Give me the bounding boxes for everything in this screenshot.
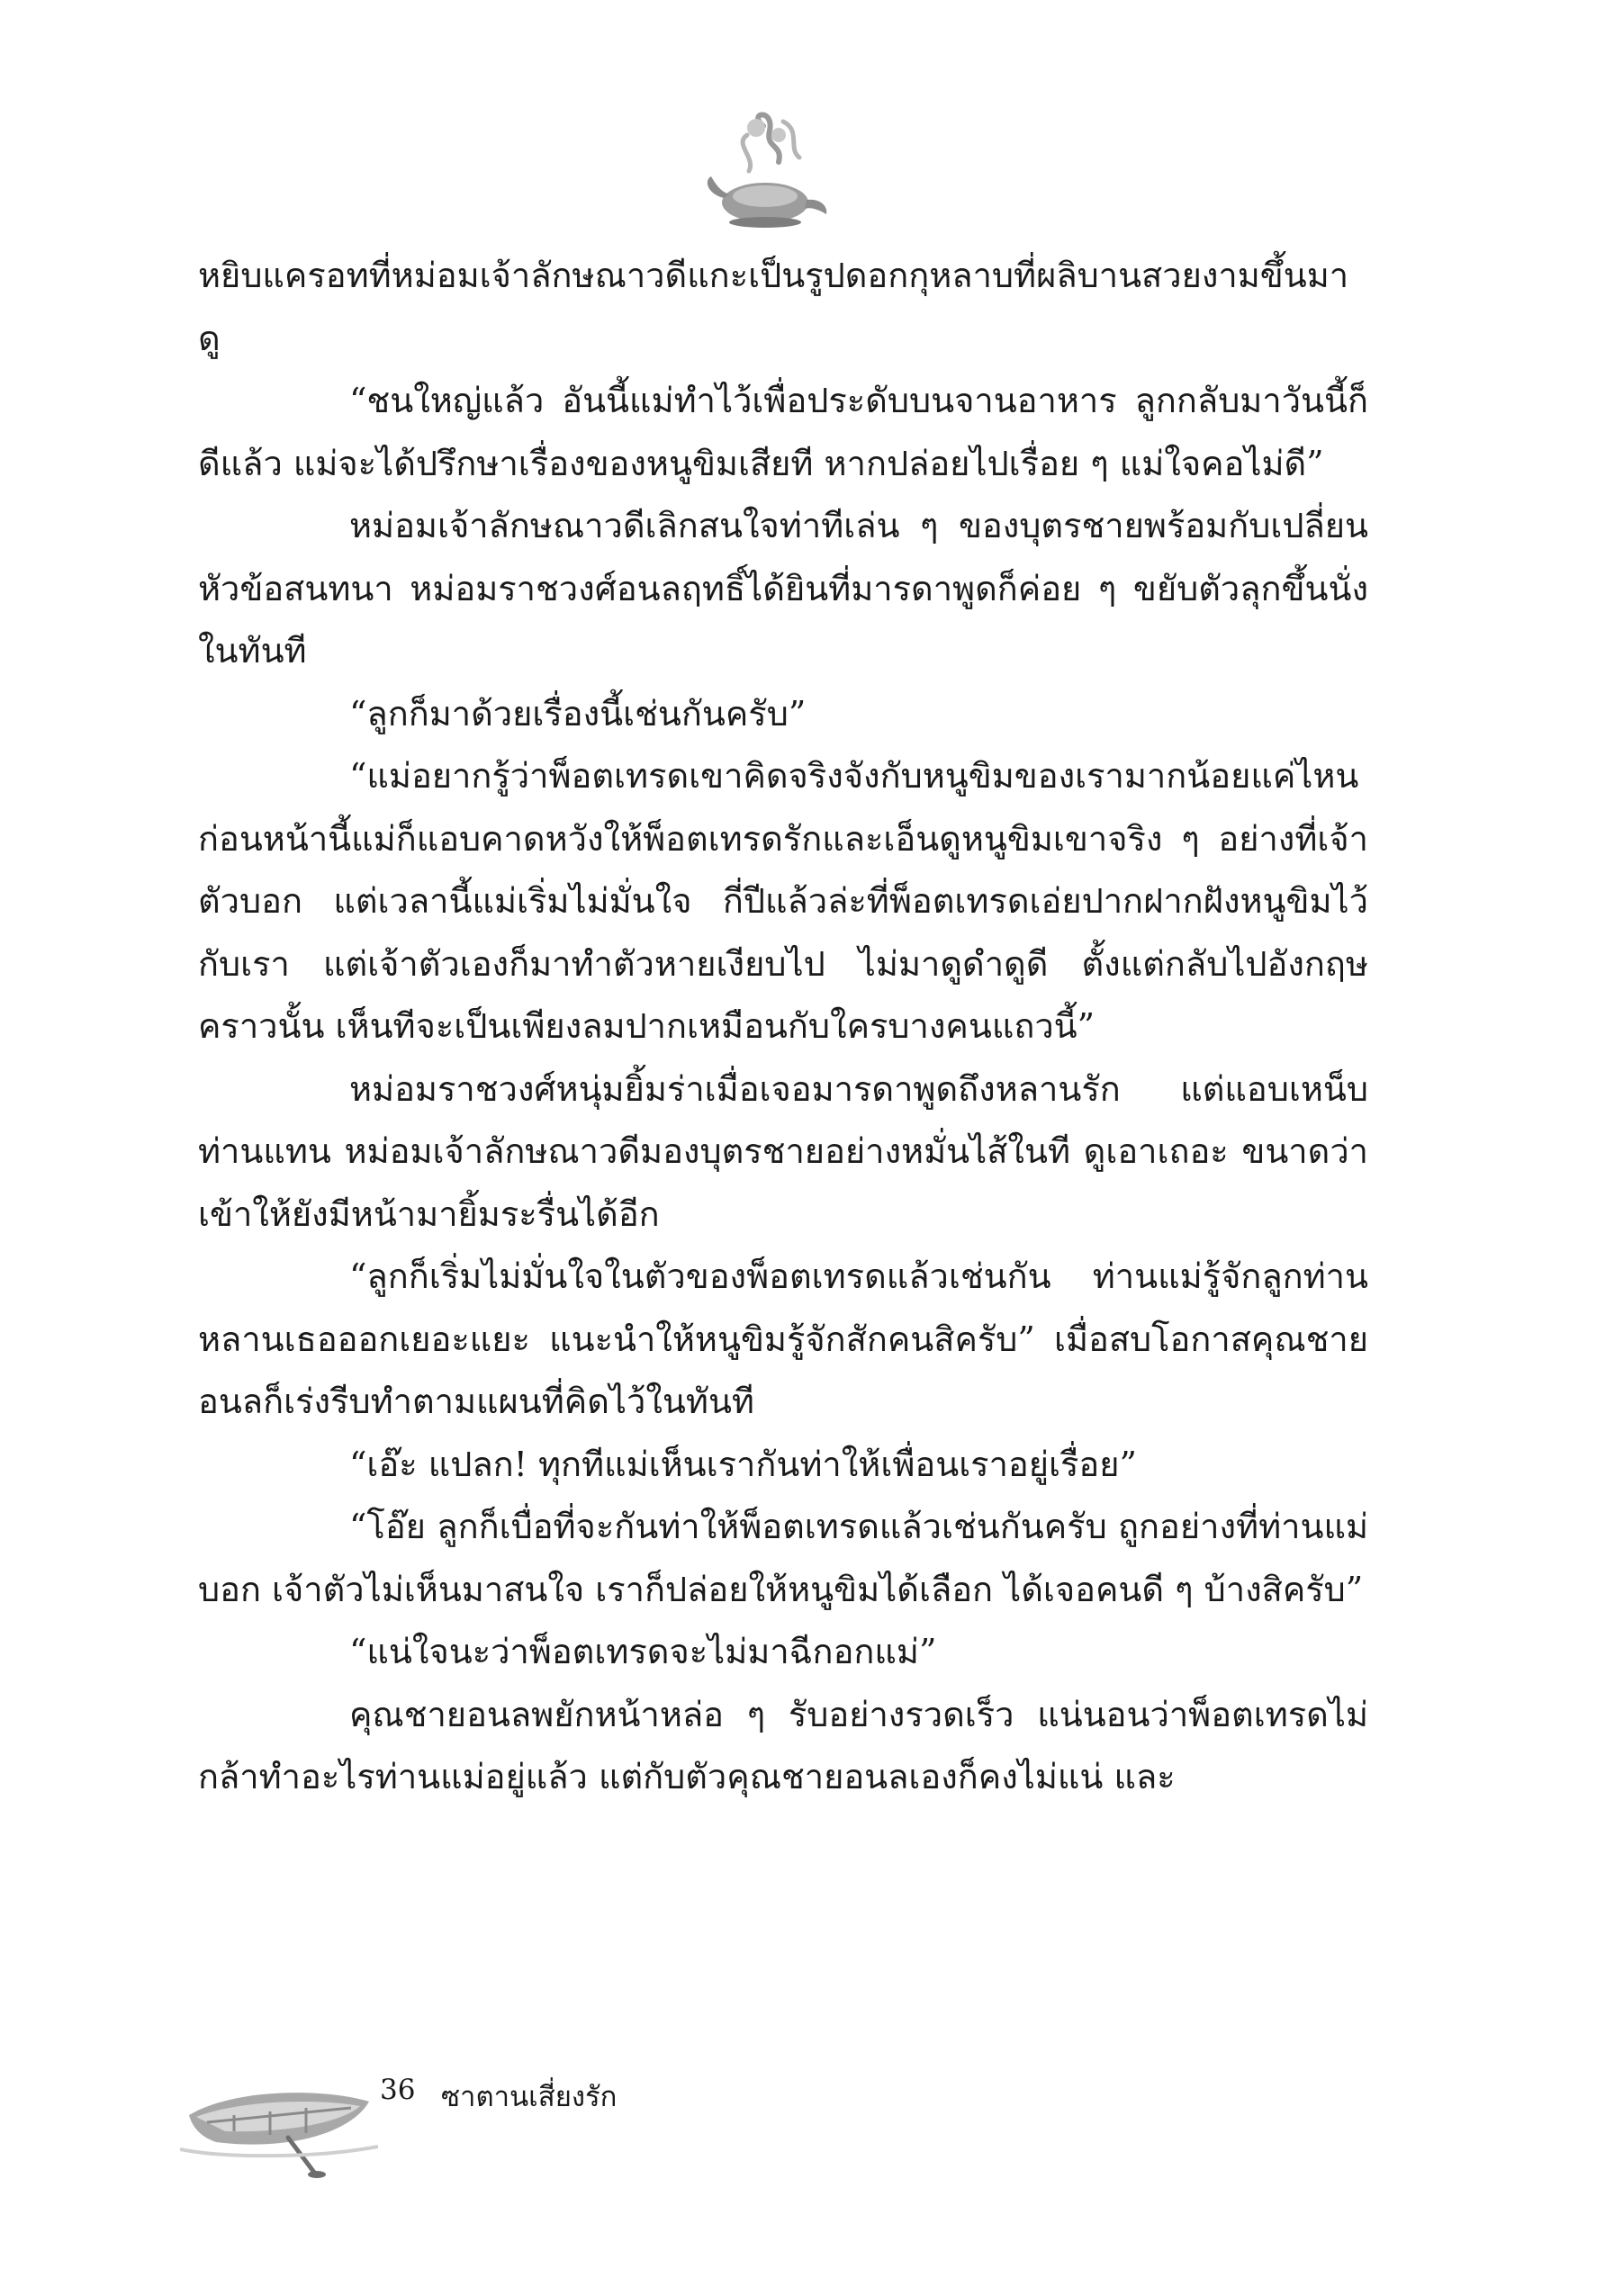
book-title: ซาตานเสี่ยงรัก xyxy=(441,2081,618,2113)
paragraph: “ลูกก็มาด้วยเรื่องนี้เช่นกันครับ” xyxy=(349,693,807,734)
paragraph: “ลูกก็เริ่มไม่มั่นใจในตัวของพ็อตเทรดแล้วเช่นกัน ท่านแม่รู้จักลูกท่านหลานเธอออกเยอะแยะ แนะนำให้หนูขิมรู้จักสักคนสิครับ” เมื่อสบโอกาสคุณชายอนลก็เร่งรีบทำตามแผนที่คิดไว้ในทันที xyxy=(198,1256,1368,1421)
body-text xyxy=(198,245,1368,1809)
paragraph: “โอ๊ย ลูกก็เบื่อที่จะกันท่าให้พ็อตเทรดแล้วเช่นกันครับ ถูกอย่างที่ท่านแม่บอก เจ้าตัวไม่เห็นมาสนใจ เราก็ปล่อยให้หนูขิมได้เลือก ได้เจอคนดี ๆ บ้างสิครับ” xyxy=(198,1507,1368,1609)
paragraph: “แม่อยากรู้ว่าพ็อตเทรดเขาคิดจริงจังกับหนูขิมของเรามากน้อยแค่ไหน ก่อนหน้านี้แม่ก็แอบคาดหวังให้พ็อตเทรดรักและเอ็นดูหนูขิมเขาจริง ๆ อย่างที่เจ้าตัวบอก แต่เวลานี้แม่เริ่มไม่มั่นใจ กี่ปีแล้วล่ะที่พ็อตเทรดเอ่ยปากฝากฝังหนูขิมไว้กับเรา แต่เจ้าตัวเองก็มาทำตัวหายเงียบไป ไม่มาดูดำดูดี ตั้งแต่กลับไปอังกฤษคราวนั้น เห็นทีจะเป็นเพียงลมปากเหมือนกับใครบางคนแถวนี้” xyxy=(198,756,1368,1046)
rowboat-icon xyxy=(180,2052,378,2178)
paragraph: “ชนใหญ่แล้ว อันนี้แม่ทำไว้เพื่อประดับบนจานอาหาร ลูกกลับมาวันนี้ก็ดีแล้ว แม่จะได้ปรึกษาเรื่องของหนูขิมเสียที หากปล่อยไปเรื่อย ๆ แม่ใจคอไม่ดี” xyxy=(198,381,1368,483)
paragraph: “แน่ใจนะว่าพ็อตเทรดจะไม่มาฉีกอกแม่” xyxy=(349,1632,937,1671)
paragraph: “เอ๊ะ แปลก! ทุกทีแม่เห็นเรากันท่าให้เพื่อนเราอยู่เรื่อย” xyxy=(349,1444,1137,1484)
teapot-incense-icon xyxy=(693,108,837,234)
page-footer xyxy=(180,2052,810,2187)
page-number: 36 xyxy=(380,2074,416,2106)
paragraph: หม่อมเจ้าลักษณาวดีเลิกสนใจท่าทีเล่น ๆ ของบุตรชายพร้อมกับเปลี่ยนหัวข้อสนทนา หม่อมราชวงศ์อนลฤทธิ์ได้ยินที่มารดาพูดก็ค่อย ๆ ขยับตัวลุกขึ้นนั่งในทันที xyxy=(198,506,1368,671)
paragraph: คุณชายอนลพยักหน้าหล่อ ๆ รับอย่างรวดเร็ว แน่นอนว่าพ็อตเทรดไม่กล้าทำอะไรท่านแม่อยู่แล้ว แต่กับตัวคุณชายอนลเองก็คงไม่แน่ และ xyxy=(198,1694,1368,1796)
paragraph: หม่อมราชวงศ์หนุ่มยิ้มร่าเมื่อเจอมารดาพูดถึงหลานรัก แต่แอบเหน็บท่านแทน หม่อมเจ้าลักษณาวดีมองบุตรชายอย่างหมั่นไส้ในที ดูเอาเถอะ ขนาดว่าเข้าให้ยังมีหน้ามายิ้มระรื่นได้อีก xyxy=(198,1068,1368,1234)
paragraph: หยิบแครอทที่หม่อมเจ้าลักษณาวดีแกะเป็นรูปดอกกุหลาบที่ผลิบานสวยงามขึ้นมาดู xyxy=(198,256,1349,358)
